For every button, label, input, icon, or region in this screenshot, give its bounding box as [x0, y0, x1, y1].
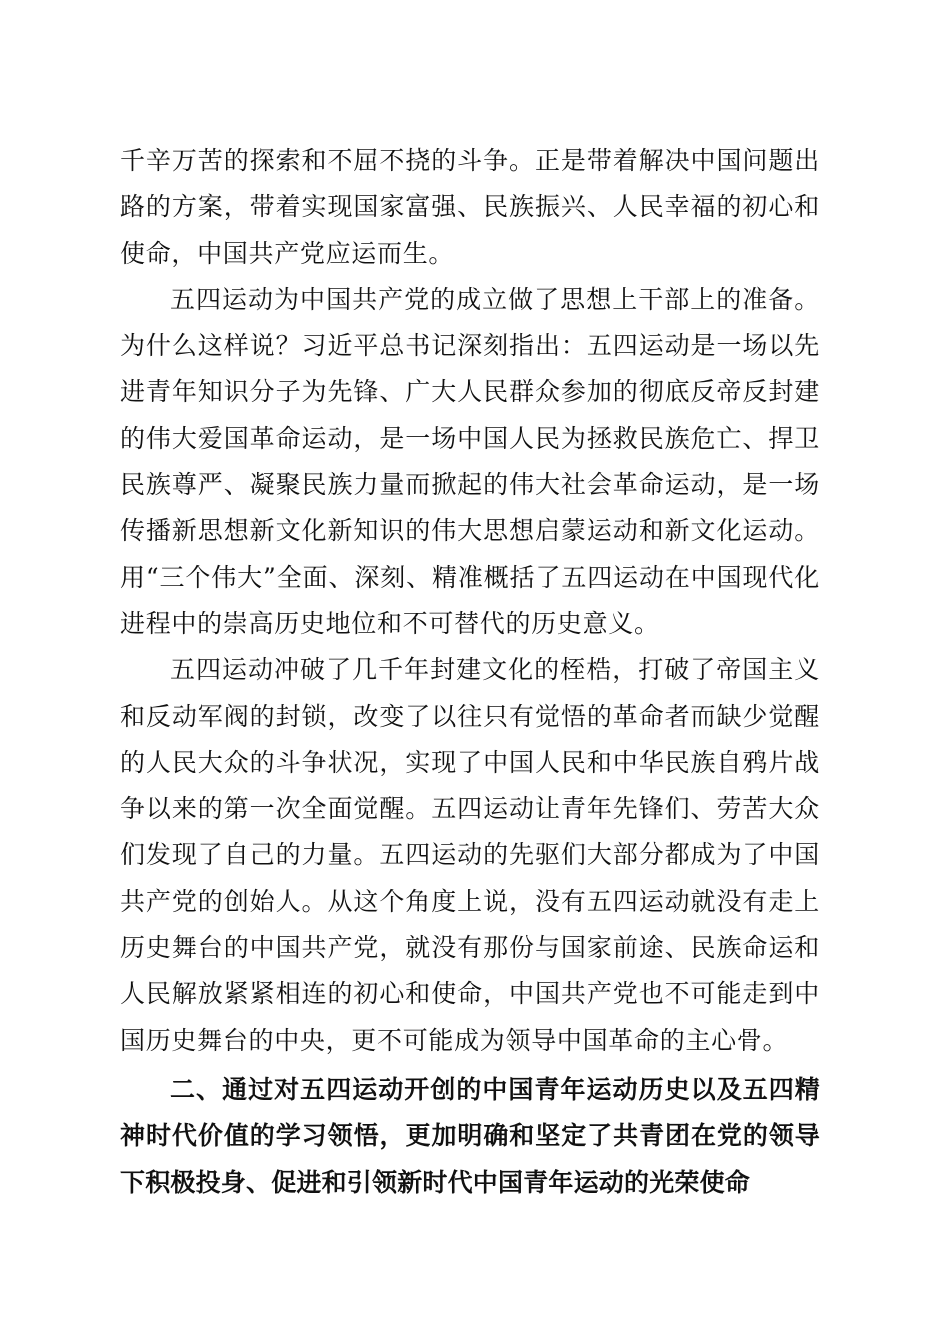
document-body [120, 138, 820, 1206]
section-heading-two: 二、通过对五四运动开创的中国青年运动历史以及五四精神时代价值的学习领悟，更加明确和坚定了共青团在党的领导下积极投身、促进和引领新时代中国青年运动的光荣使命 [120, 1074, 820, 1197]
paragraph-may-fourth-awakening: 五四运动冲破了几千年封建文化的桎梏，打破了帝国主义和反动军阀的封锁，改变了以往只有觉悟的革命者而缺少觉醒的人民大众的斗争状况，实现了中国人民和中华民族自鸦片战争以来的第一次全面觉醒。五四运动让青年先锋们、劳苦大众们发现了自己的力量。五四运动的先驱们大部分都成为了中国共产党的创始人。从这个角度上说，没有五四运动就没有走上历史舞台的中国共产党，就没有那份与国家前途、民族命运和人民解放紧紧相连的初心和使命，中国共产党也不可能走到中国历史舞台的中央，更不可能成为领导中国革命的主心骨。 [120, 655, 820, 1055]
paragraph-continuation: 千辛万苦的探索和不屈不挠的斗争。正是带着解决中国问题出路的方案，带着实现国家富强、民族振兴、人民幸福的初心和使命，中国共产党应运而生。 [120, 146, 820, 268]
paragraph-may-fourth-preparation: 五四运动为中国共产党的成立做了思想上干部上的准备。为什么这样说？习近平总书记深刻指出：五四运动是一场以先进青年知识分子为先锋、广大人民群众参加的彻底反帝反封建的伟大爱国革命运动，是一场中国人民为拯救民族危亡、捍卫民族尊严、凝聚民族力量而掀起的伟大社会革命运动，是一场传播新思想新文化新知识的伟大思想启蒙运动和新文化运动。用“三个伟大”全面、深刻、精准概括了五四运动在中国现代化进程中的崇高历史地位和不可替代的历史意义。 [120, 284, 820, 638]
